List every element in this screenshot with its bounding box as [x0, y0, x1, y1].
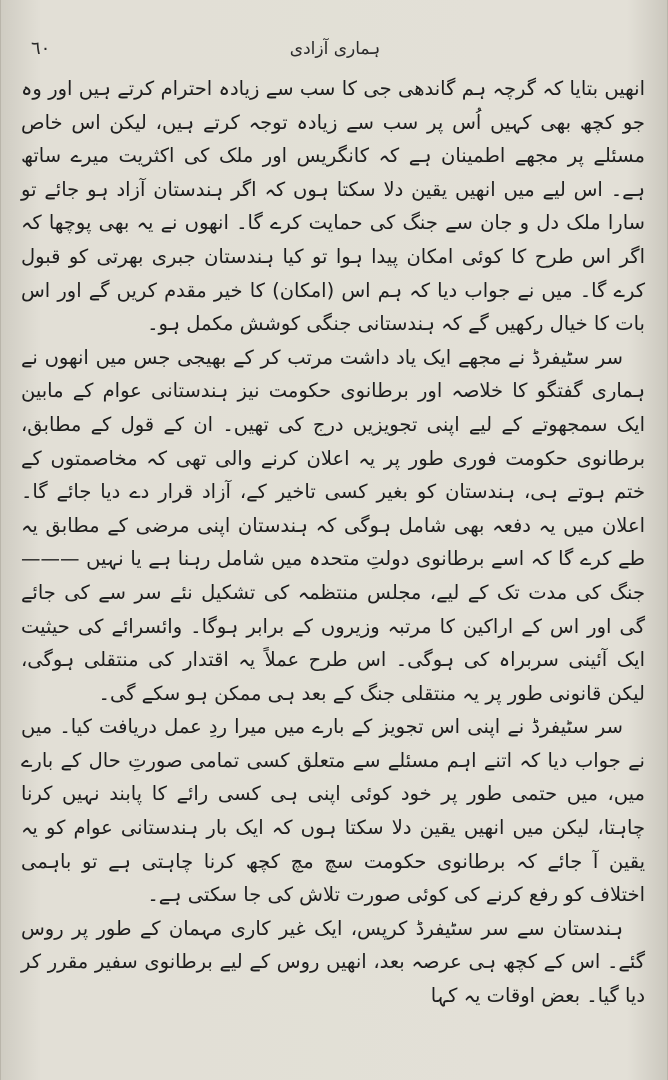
paragraph-1: انھیں بتایا کہ گرچہ ہم گاندھی جی کا سب سے زیادہ احترام کرتے ہیں اور وہ جو کچھ بھی کہیں اُس پر سب سے زیادہ توجہ کرتے ہیں، لیکن اس خاص مسئلے پر مجھے اطمینان ہے کہ کانگریس اور ملک کی اکثریت میرے ساتھ ہے۔ اس لیے میں انھیں یقین دلا سکتا ہوں کہ اگر ہندستان آزاد ہو جائے تو سارا ملک دل و جان سے جنگ کی حمایت کرے گا۔ انھوں نے یہ بھی پوچھا کہ اگر اس طرح کا کوئی امکان پیدا ہوا تو کیا ہندستان جبری بھرتی کو قبول کرے گا۔ میں نے جواب دیا کہ ہم اس (امکان) کا خیر مقدم کریں گے اور اس بات کا خیال رکھیں گے کہ ہندستانی جنگی کوشش مکمل ہو۔ [21, 77, 645, 336]
paragraph-2: سر سٹیفرڈ نے مجھے ایک یاد داشت مرتب کر کے بھیجی جس میں انھوں نے ہماری گفتگو کا خلاصہ اور برطانوی حکومت نیز ہندستانی عوام کے مابین ایک سمجھوتے کے لیے اپنی تجویزیں درج کی تھیں۔ ان کے قول کے مطابق، برطانوی حکومت فوری طور پر یہ اعلان کرنے والی تھی کہ مخاصمتوں کے ختم ہوتے ہی، ہندستان کو بغیر کسی تاخیر کے، آزاد قرار دے دیا جائے گا۔ اعلان میں یہ دفعہ بھی شامل ہوگی کہ ہندستان اپنی مرضی کے مطابق یہ طے کرے گا کہ اسے برطانوی دولتِ متحدہ میں شامل رہنا ہے یا نہیں ——— جنگ کی مدت تک کے لیے، مجلس منتظمہ کی تشکیل نئے سر سے کی جائے گی اور اس کے اراکین کا مرتبہ وزیروں کے برابر ہوگا۔ وائسرائے کی حیثیت ایک آئینی سربراہ کی ہوگی۔ اس طرح عملاً یہ اقتدار کی منتقلی ہوگی، لیکن قانونی طور پر یہ منتقلی جنگ کے بعد ہی ممکن ہو سکے گی۔ [21, 345, 645, 705]
paragraph-4: ہندستان سے سر سٹیفرڈ کرپس، ایک غیر کاری مہمان کے طور پر روس گئے۔ اس کے کچھ ہی عرصہ بعد، انھیں روس کے لیے برطانوی سفیر مقرر کر دیا گیا۔ بعض اوقات یہ کہا [21, 916, 645, 1008]
paragraph-3: سر سٹیفرڈ نے اپنی اس تجویز کے بارے میں میرا ردِ عمل دریافت کیا۔ میں نے جواب دیا کہ اتنے اہم مسئلے سے متعلق کسی تمامی صورتِ حال کے بارے میں، میں حتمی طور پر خود کوئی اپنی ہی کسی رائے کا پابند نہیں کرنا چاہتا، لیکن میں انھیں یقین دلا سکتا ہوں کہ ایک بار ہندستانی عوام کو یہ یقین آ جائے کہ برطانوی حکومت سچ مچ کچھ کرنا چاہتی ہے تو باہمی اختلاف کو رفع کرنے کی کوئی صورت تلاش کی جا سکتی ہے۔ [21, 715, 645, 907]
page-number: ٦٠ [31, 38, 51, 59]
page-header [1, 38, 668, 68]
page-body [21, 72, 645, 1062]
running-title: ہماری آزادی [289, 39, 381, 59]
